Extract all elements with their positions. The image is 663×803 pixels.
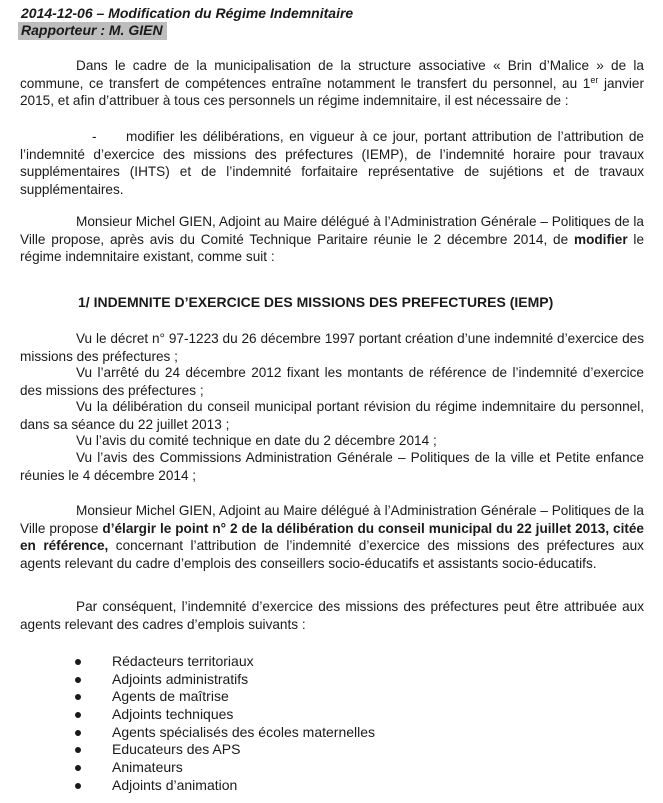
- superscript: er: [590, 74, 599, 85]
- proposal-bold: modifier: [573, 231, 628, 247]
- bullet-icon: [75, 765, 81, 771]
- proposal2-bold: d’élargir le point n° 2 de la délibération du conseil municipal du 22 juillet 2013, citée en référence,: [20, 520, 644, 553]
- bullet-icon: [75, 747, 81, 753]
- bullet-icon: [75, 730, 81, 736]
- section-heading: 1/ INDEMNITE D’EXERCICE DES MISSIONS DES PREFECTURES (IEMP): [78, 294, 554, 310]
- bullet-icon: [75, 677, 81, 683]
- proposal2-text-1: Monsieur Michel GIEN, Adjoint au Maire délégué à l’Administration Générale – Politiques de la Ville propose: [20, 503, 644, 536]
- consequence-paragraph: Par conséquent, l’indemnité d’exercice des missions des préfectures peut être attribuée aux agents relevant des cadres d’emplois suivants :: [20, 599, 644, 632]
- list-item: [72, 653, 375, 671]
- proposal-text-1: Monsieur Michel GIEN, Adjoint au Maire délégué à l’Administration Générale – Politiques de la Ville propose, après avis du Comité Technique Paritaire réunie le 2 décembre 2014, de: [20, 214, 644, 247]
- bullet-icon: [75, 694, 81, 700]
- list-item-label: Educateurs des APS: [112, 741, 241, 758]
- list-item: [72, 759, 375, 777]
- intro-paragraph: [20, 57, 644, 110]
- proposal2-text-2: concernant l’attribution de l’indemnité d’exercice des missions des préfectures aux agents relevant du cadre d’emplois des conseillers socio-éducatifs et assistants socio-éducatifs.: [20, 538, 644, 571]
- list-item: [72, 706, 375, 724]
- bullet-icon: [75, 712, 81, 718]
- list-item: [72, 688, 375, 706]
- list-item-label: Rédacteurs territoriaux: [112, 653, 254, 669]
- proposal-text-2: le régime indemnitaire existant, comme suit :: [20, 231, 645, 264]
- list-item-label: Adjoints d’animation: [112, 776, 238, 793]
- proposal-paragraph: [20, 213, 644, 266]
- rapporteur-label: Rapporteur : M. GIEN: [18, 22, 167, 40]
- list-item-label: Adjoints administratifs: [112, 670, 249, 687]
- vu-item: Vu le décret n° 97-1223 du 26 décembre 1997 portant création d’une indemnité d’exercice des missions des préfectures ;: [20, 331, 644, 364]
- job-list: [72, 653, 375, 795]
- vu-item: Vu la délibération du conseil municipal portant révision du régime indemnitaire du personnel, dans sa séance du 22 juillet 2013 ;: [20, 399, 644, 432]
- intro-text-2: janvier 2015, et afin d’attribuer à tous ces personnels un régime indemnitaire, il est nécessaire de :: [20, 75, 644, 108]
- list-item: [72, 741, 375, 759]
- intro-text-1: Dans le cadre de la municipalisation de la structure associative « Brin d’Malice » de la commune, ce transfert de compétences entraîne notamment le transfert du personnel, au 1: [20, 58, 644, 91]
- list-item: [72, 724, 375, 742]
- list-item-label: Adjoints techniques: [112, 706, 234, 723]
- vu-item: Vu l’avis des Commissions Administration Générale – Politiques de la ville et Petite enfance réunies le 4 décembre 2014 ;: [20, 450, 644, 483]
- list-item-label: Animateurs: [112, 759, 183, 776]
- list-item: [72, 777, 375, 795]
- document-title: 2014-12-06 – Modification du Régime Indemnitaire: [21, 5, 354, 21]
- list-item: [72, 671, 375, 689]
- bullet-icon: [75, 783, 81, 789]
- bullet-icon: [75, 659, 81, 665]
- dash-marker: -: [92, 129, 97, 144]
- dash-list-item: [20, 128, 644, 198]
- list-item-label: Agents spécialisés des écoles maternelles: [112, 723, 376, 740]
- dash-item-text: modifier les délibérations, en vigueur à ce jour, portant attribution de l’attribution de l’indemnité d’exercice des missions des préfectures (IEMP), de l’indemnité horaire pour travaux supplémentaires (IHTS) et de l’indemnité forfaitaire représentative de sujétions et de travaux supplémentaires.: [20, 129, 644, 197]
- list-item-label: Agents de maîtrise: [112, 688, 229, 705]
- vu-item: Vu l’avis du comité technique en date du 2 décembre 2014 ;: [76, 433, 437, 448]
- proposal2-paragraph: [20, 502, 644, 572]
- vu-item: Vu l’arrêté du 24 décembre 2012 fixant les montants de référence de l’indemnité d’exercice des missions des préfectures ;: [20, 365, 644, 398]
